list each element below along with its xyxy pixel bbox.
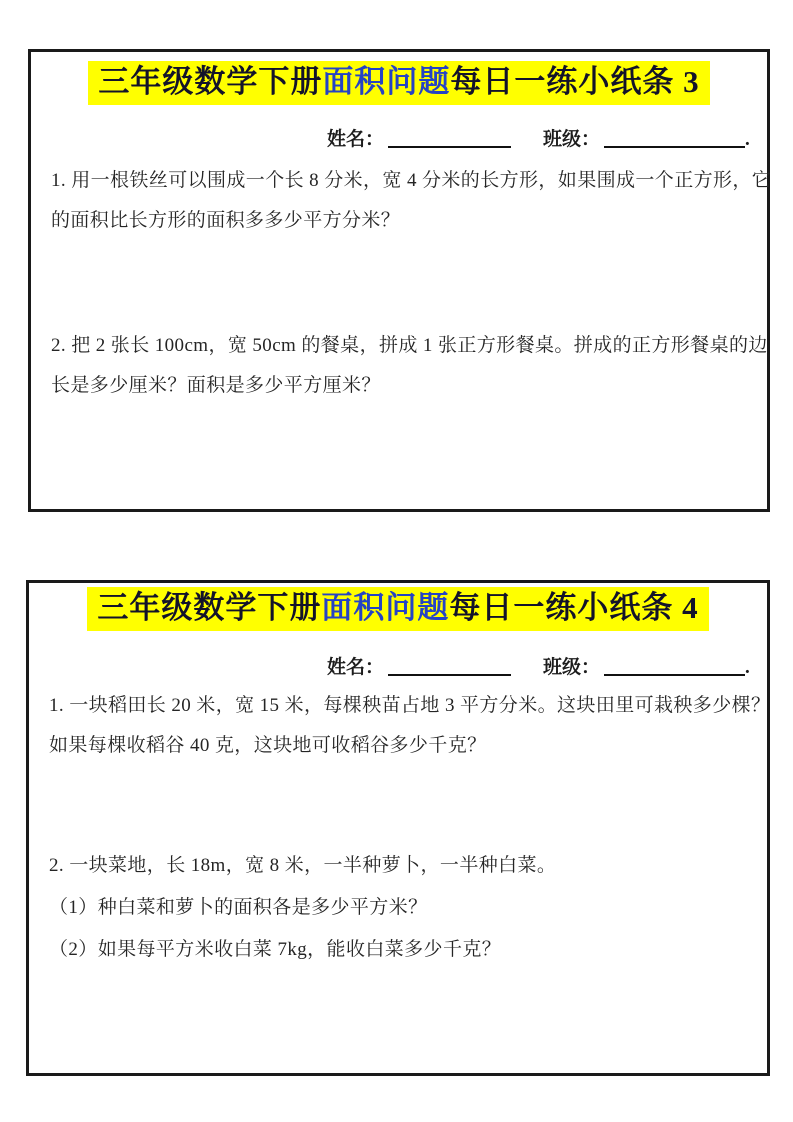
title-prefix: 三年级数学下册 <box>98 64 323 99</box>
worksheet-card-3 <box>28 49 770 512</box>
class-blank-line <box>604 128 745 148</box>
question-line: 的面积比长方形的面积多多少平方分米？ <box>51 210 401 231</box>
worksheet-title-3 <box>31 61 767 105</box>
trailing-period: . <box>745 657 750 678</box>
worksheet-title-4 <box>29 587 767 631</box>
question-line: 1. 一块稻田长 20 米，宽 15 米，每棵秧苗占地 3 平方分米。这块田里可栽秧多少棵？ <box>49 695 771 716</box>
question-line: 长是多少厘米？面积是多少平方厘米？ <box>51 375 381 396</box>
question-line: 2. 把 2 张长 100cm，宽 50cm 的餐桌，拼成 1 张正方形餐桌。拼成的正方形餐桌的边 <box>51 335 768 356</box>
question-line: （2）如果每平方米收白菜 7kg，能收白菜多少千克？ <box>49 939 502 960</box>
name-blank-line <box>388 128 511 148</box>
title-highlight-band <box>87 587 708 631</box>
question-line: 如果每棵收稻谷 40 克，这块地可收稻谷多少千克？ <box>49 735 487 756</box>
class-label: 班级： <box>543 657 601 678</box>
question-line: （1）种白菜和萝卜的面积各是多少平方米？ <box>49 897 428 918</box>
title-accent-term: 面积问题 <box>322 64 451 99</box>
title-suffix: 每日一练小纸条 4 <box>449 590 699 625</box>
name-label: 姓名： <box>327 129 385 150</box>
name-blank-line <box>388 656 511 676</box>
name-class-row <box>327 652 750 679</box>
title-suffix: 每日一练小纸条 3 <box>450 64 700 99</box>
title-prefix: 三年级数学下册 <box>97 590 322 625</box>
trailing-period: . <box>745 129 750 150</box>
class-blank-line <box>604 656 745 676</box>
worksheet-card-4 <box>26 580 770 1076</box>
name-class-row <box>327 124 750 151</box>
question-line: 2. 一块菜地，长 18m，宽 8 米，一半种萝卜，一半种白菜。 <box>49 855 557 876</box>
question-line: 1. 用一根铁丝可以围成一个长 8 分米，宽 4 分米的长方形，如果围成一个正方形，它 <box>51 170 772 191</box>
name-label: 姓名： <box>327 657 385 678</box>
title-highlight-band <box>88 61 709 105</box>
class-label: 班级： <box>543 129 601 150</box>
title-accent-term: 面积问题 <box>321 590 450 625</box>
